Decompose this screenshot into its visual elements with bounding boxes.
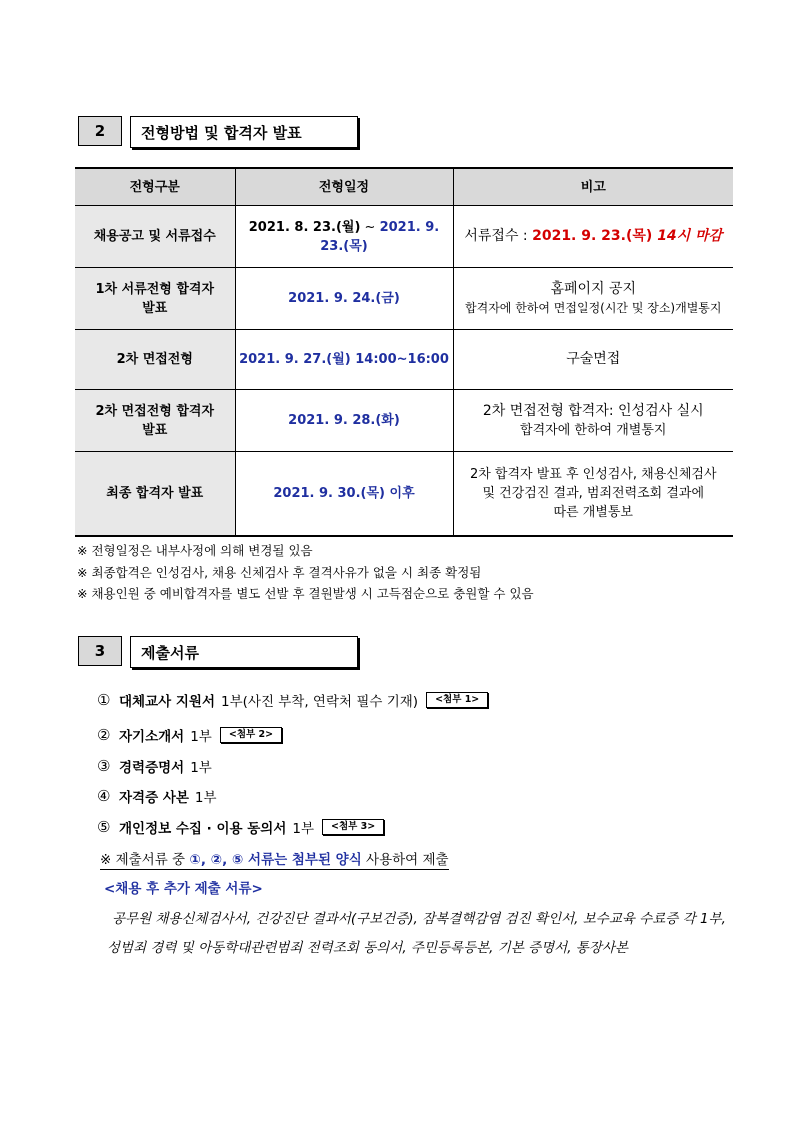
remark-cell <box>453 390 733 452</box>
document-detail: 1부 <box>190 729 212 745</box>
column-header: 비고 <box>453 168 733 206</box>
stage-cell: 2차 면접전형 <box>75 330 235 390</box>
remark-deadline-date: 2021. 9. 23.(목) <box>532 228 658 244</box>
stage-line: 발표 <box>142 422 168 438</box>
document-detail: 1부 <box>194 790 217 806</box>
schedule-cell: 2021. 9. 30.(목) 이후 <box>235 452 453 536</box>
remark-cell <box>453 268 733 330</box>
schedule-cell <box>235 206 453 268</box>
table-row <box>75 206 733 268</box>
document-name: 자기소개서 <box>119 729 185 745</box>
schedule-note: ※ 전형일정은 내부사정에 의해 변경될 있음 <box>77 543 313 558</box>
document-name: 자격증 사본 <box>119 790 189 806</box>
stage-line: 2차 면접전형 합격자 <box>95 403 215 419</box>
section-title: 전형방법 및 합격자 발표 <box>130 116 358 148</box>
remark-line: 합격자에 한하여 개별통지 <box>520 422 667 438</box>
remark-line: 2차 면접전형 합격자: 인성검사 실시 <box>482 402 704 419</box>
item-number: ② <box>97 726 111 744</box>
schedule-note: ※ 채용인원 중 예비합격자를 별도 선발 후 결원발생 시 고득점순으로 충원할 수 있음 <box>77 586 534 601</box>
document-detail: 1부 <box>292 821 315 837</box>
document-item <box>97 786 217 806</box>
attachment-tag: <첨부 1> <box>426 692 488 708</box>
stage-cell: 채용공고 및 서류접수 <box>75 206 235 268</box>
table-row <box>75 268 733 330</box>
table-row <box>75 330 733 390</box>
section-title: 제출서류 <box>130 636 358 668</box>
submit-note-highlight: ①, ②, ⑤ 서류는 첨부된 양식 <box>189 852 362 868</box>
schedule-start: 2021. 8. 23.(월) <box>248 219 361 235</box>
schedule-end: 2021. 9. 23.(목) <box>320 219 440 254</box>
stage-line: 발표 <box>142 300 168 316</box>
remark-line: 2차 합격자 발표 후 인성검사, 채용신체검사 <box>469 466 717 482</box>
document-name: 개인정보 수집 · 이용 동의서 <box>119 821 287 837</box>
table-row <box>75 452 733 536</box>
attachment-tag: <첨부 2> <box>220 727 282 743</box>
schedule-cell: 2021. 9. 28.(화) <box>235 390 453 452</box>
submit-note-suffix: 사용하여 제출 <box>361 852 449 868</box>
remark-line: 따른 개별통보 <box>553 504 633 520</box>
submit-note-prefix: ※ 제출서류 중 <box>100 852 190 868</box>
item-number: ③ <box>97 757 111 775</box>
column-header: 전형구분 <box>75 168 235 206</box>
remark-cell <box>453 206 733 268</box>
document-item <box>97 817 384 837</box>
column-header: 전형일정 <box>235 168 453 206</box>
schedule-table <box>75 167 733 537</box>
section-number: 3 <box>78 636 122 666</box>
remark-line: 합격자에 한하여 면접일정(시간 및 장소)개별통지 <box>465 300 722 315</box>
table-header-row <box>75 168 733 206</box>
section-2-header <box>78 116 358 150</box>
schedule-separator: ~ <box>360 219 380 235</box>
table-row <box>75 390 733 452</box>
document-detail: 1부 <box>190 760 212 776</box>
stage-cell <box>75 390 235 452</box>
remark-cell: 구술면접 <box>453 330 733 390</box>
extra-docs-title: <채용 후 추가 제출 서류> <box>104 881 263 897</box>
extra-docs-line: 공무원 채용신체검사서, 건강진단 결과서(구보건증), 잠복결핵감염 검진 확인서, 보수교육 수료증 각 1부, <box>112 911 726 927</box>
document-detail: 1부(사진 부착, 연락처 필수 기재) <box>221 694 419 710</box>
schedule-cell: 2021. 9. 27.(월) 14:00~16:00 <box>235 330 453 390</box>
section-number: 2 <box>78 116 122 146</box>
document-item <box>97 690 488 710</box>
remark-cell <box>453 452 733 536</box>
schedule-cell: 2021. 9. 24.(금) <box>235 268 453 330</box>
remark-deadline-time: 14시 마감 <box>657 228 723 244</box>
document-name: 대체교사 지원서 <box>119 694 215 710</box>
document-item <box>97 725 282 745</box>
remark-prefix: 서류접수 : <box>464 228 533 244</box>
schedule-note: ※ 최종합격은 인성검사, 채용 신체검사 후 결격사유가 없을 시 최종 확정됨 <box>77 565 482 580</box>
extra-docs-line: 성범죄 경력 및 아동학대관련범죄 전력조회 동의서, 주민등록등본, 기본 증명서, 통장사본 <box>107 940 628 956</box>
stage-cell <box>75 268 235 330</box>
attachment-tag: <첨부 3> <box>322 819 384 835</box>
document-name: 경력증명서 <box>119 760 185 776</box>
stage-cell: 최종 합격자 발표 <box>75 452 235 536</box>
remark-line: 홈페이지 공지 <box>550 280 637 297</box>
item-number: ⑤ <box>97 818 111 836</box>
item-number: ④ <box>97 787 111 805</box>
section-3-header <box>78 636 358 670</box>
remark-line: 및 건강검진 결과, 범죄전력조회 결과에 <box>482 485 705 501</box>
document-item <box>97 756 212 776</box>
submit-note <box>100 848 449 870</box>
stage-line: 1차 서류전형 합격자 <box>95 281 215 297</box>
item-number: ① <box>97 691 111 709</box>
